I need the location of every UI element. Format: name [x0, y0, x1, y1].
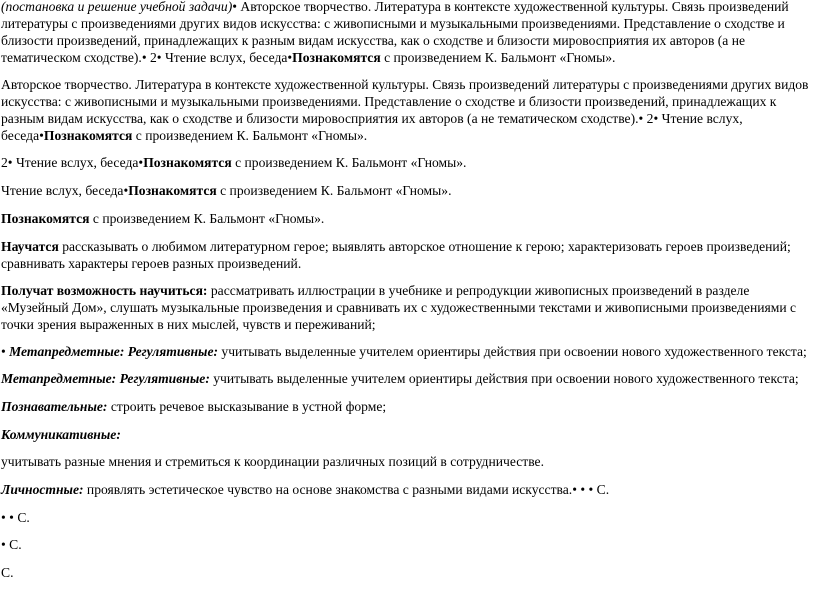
paragraph-9 — [1, 370, 811, 387]
bullet: • — [638, 111, 644, 126]
paragraph-15 — [1, 536, 811, 553]
paragraph-text: учитывать разные мнения и стремиться к координации различных позиций в сотрудничестве. — [1, 454, 544, 469]
paragraph-3 — [1, 154, 811, 171]
paragraph-text: с произведением К. Бальмонт «Гномы». — [89, 211, 325, 226]
paragraph-text: Чтение вслух, беседа — [12, 155, 139, 170]
bullets: • • — [1, 510, 14, 525]
paragraph-text: с произведением К. Бальмонт «Гномы». — [216, 183, 452, 198]
paragraph-text: с произведением К. Бальмонт «Гномы». — [380, 50, 616, 65]
paragraph-text: С. — [13, 510, 30, 525]
paragraph-2 — [1, 76, 811, 144]
bullet: • — [156, 50, 162, 65]
bullet: • — [141, 50, 147, 65]
bullet: • — [653, 111, 659, 126]
paragraph-11 — [1, 426, 811, 443]
bold-italic-label: Метапредметные: Регулятивные: — [1, 371, 210, 386]
bullet: • — [7, 155, 13, 170]
number: 2 — [146, 50, 157, 65]
paragraph-1 — [1, 0, 811, 66]
paragraph-7 — [1, 282, 811, 333]
paragraph-text: Авторское творчество. Литература в контексте художественной культуры. Связь произведений литературы с произведениями других видов искусства: с живописными и музыкальными произведениями. Представление о сходстве и близости произведений, принадлежащих к разным видам искусства, как о сходстве и близости мировосприятия их авторов (а не тематическом сходстве). — [1, 0, 789, 65]
paragraph-4 — [1, 182, 811, 199]
bold-label: Познакомятся — [128, 183, 217, 198]
paragraph-text: С. — [5, 537, 22, 552]
paragraph-text: рассказывать о любимом литературном герое; выявлять авторское отношение к герою; характеризовать героев произведений; сравнивать характеры героев разных произведений. — [1, 239, 791, 271]
paragraph-16 — [1, 564, 811, 581]
bold-label: Познакомятся — [292, 50, 381, 65]
bold-italic-label: Коммуникативные: — [1, 427, 121, 442]
lead-italic: (постановка и решение учебной задачи) — [1, 0, 233, 14]
paragraph-text: строить речевое высказывание в устной форме; — [107, 399, 387, 414]
paragraph-text: Чтение вслух, беседа — [1, 183, 124, 198]
paragraph-text: учитывать выделенные учителем ориентиры действия при освоении нового художественного текста; — [209, 371, 799, 386]
bold-label: Познакомятся — [1, 211, 90, 226]
paragraph-5 — [1, 210, 811, 227]
paragraph-text: проявлять эстетическое чувство на основе знакомства с разными видами искусства. — [83, 482, 573, 497]
paragraph-text: Авторское творчество. Литература в контексте художественной культуры. Связь произведений литературы с произведениями других видов искусства: с живописными и музыкальными произведениями. Представление о сходстве и близости произведений, принадлежащих к разным видам искусства, как о сходстве и близости мировосприятия их авторов (а не тематическом сходстве). — [1, 77, 809, 126]
paragraph-6 — [1, 238, 811, 272]
bold-label: Познакомятся — [43, 128, 133, 143]
bullet: • — [1, 344, 6, 359]
bold-italic-label: Личностные: — [1, 482, 84, 497]
bold-label: Познакомятся — [143, 155, 232, 170]
bullets: • — [1, 537, 6, 552]
paragraph-text: С. — [593, 482, 610, 497]
bullet: • — [123, 183, 129, 198]
paragraph-text: с произведением К. Бальмонт «Гномы». — [132, 128, 368, 143]
paragraph-14 — [1, 509, 811, 526]
bullet: • — [39, 128, 44, 143]
paragraph-8 — [1, 343, 811, 360]
bold-italic-label: Метапредметные: Регулятивные: — [5, 344, 219, 359]
paragraph-text: Чтение вслух, беседа — [1, 111, 743, 143]
number: 2 — [643, 111, 654, 126]
paragraph-13 — [1, 481, 811, 498]
bullet: • — [232, 0, 237, 14]
bullet: • — [138, 155, 144, 170]
paragraph-text: с произведением К. Бальмонт «Гномы». — [231, 155, 467, 170]
paragraph-text: рассматривать иллюстрации в учебнике и репродукции живописных произведений в разделе «Музейный Дом», слушать музыкальные произведения и сравнивать их с художественными текстами и живописными произведениями с точки зрения выраженных в них мыслей, чувств и переживаний; — [1, 283, 797, 332]
paragraph-10 — [1, 398, 811, 415]
bold-label: Научатся — [1, 239, 59, 254]
paragraph-text: С. — [1, 565, 14, 580]
paragraph-text: Чтение вслух, беседа — [161, 50, 288, 65]
bullets: • • • — [572, 482, 594, 497]
bold-italic-label: Познавательные: — [1, 399, 108, 414]
bullet: • — [287, 50, 293, 65]
paragraph-12 — [1, 453, 811, 470]
paragraph-text: учитывать выделенные учителем ориентиры действия при освоении нового художественного текста; — [218, 344, 807, 359]
bold-label: Получат возможность научиться: — [1, 283, 208, 298]
number: 2 — [1, 155, 8, 170]
